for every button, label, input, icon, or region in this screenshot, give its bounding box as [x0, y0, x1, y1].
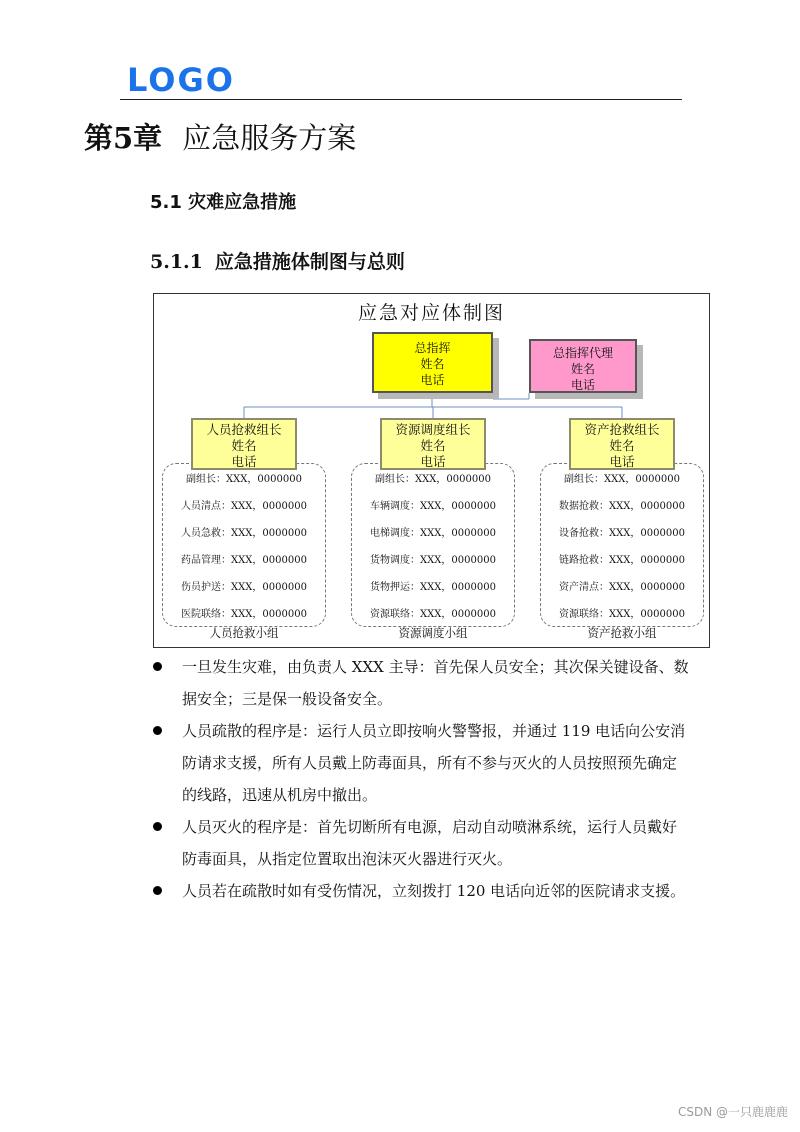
subsection-heading — [150, 249, 405, 275]
leader-phone: 电话 — [231, 454, 257, 469]
member-item: 货物押运：XXX，0000000 — [370, 582, 496, 593]
bullet-text: 一旦发生灾难，由负责人 XXX 主导：首先保人员安全；其次保关键设备、数据安全；三是保一般设备安全。 — [182, 658, 689, 708]
member-item: 副组长：XXX，0000000 — [375, 474, 491, 485]
bullet-item — [150, 715, 690, 811]
member-item: 资源联络：XXX，0000000 — [559, 609, 685, 620]
member-item: 设备抢救：XXX，0000000 — [559, 528, 685, 539]
deputy-role: 总指挥代理 — [552, 346, 613, 360]
commander-role: 总指挥 — [414, 341, 451, 355]
team-leader-box — [569, 418, 675, 470]
member-item: 人员清点：XXX，0000000 — [181, 501, 307, 512]
commander-phone: 电话 — [420, 373, 445, 387]
leader-phone: 电话 — [609, 454, 635, 469]
team-member-list — [540, 472, 704, 634]
subsection-title: 应急措施体制图与总则 — [214, 251, 405, 273]
member-item: 副组长：XXX，0000000 — [564, 474, 680, 485]
member-item: 车辆调度：XXX，0000000 — [370, 501, 496, 512]
member-item: 资源联络：XXX，0000000 — [370, 609, 496, 620]
team-member-list — [162, 472, 326, 634]
bullet-list — [150, 651, 690, 907]
bullet-item — [150, 651, 690, 715]
header-rule — [120, 99, 682, 100]
leader-role: 资源调度组长 — [395, 422, 471, 437]
member-item: 药品管理：XXX，0000000 — [181, 555, 307, 566]
section-heading: 5.1 灾难应急措施 — [150, 192, 297, 213]
member-item: 人员急救：XXX，0000000 — [181, 528, 307, 539]
bullet-item — [150, 811, 690, 875]
member-item: 电梯调度：XXX，0000000 — [370, 528, 496, 539]
chapter-heading — [84, 118, 356, 158]
logo: LOGO — [127, 61, 235, 99]
leader-role: 资产抢救组长 — [584, 422, 660, 437]
leader-name: 姓名 — [420, 438, 446, 453]
team-group-label: 人员抢救小组 — [209, 626, 279, 640]
org-chart-diagram — [153, 293, 710, 648]
team-member-list — [351, 472, 515, 634]
subsection-number: 5.1.1 — [150, 251, 203, 273]
chapter-number: 第5章 — [84, 121, 163, 155]
bullet-text: 人员若在疏散时如有受伤情况，立刻拨打 120 电话向近邻的医院请求支援。 — [182, 882, 686, 900]
team-leader-box — [191, 418, 297, 470]
bullet-dot-icon — [153, 822, 162, 831]
member-item: 链路抢救：XXX，0000000 — [559, 555, 685, 566]
bullet-dot-icon — [153, 662, 162, 671]
member-item: 货物调度：XXX，0000000 — [370, 555, 496, 566]
leader-name: 姓名 — [609, 438, 635, 453]
member-item: 数据抢救：XXX，0000000 — [559, 501, 685, 512]
bullet-text: 人员疏散的程序是：运行人员立即按响火警警报，并通过 119 电话向公安消防请求支援，所有人员戴上防毒面具，所有不参与灭火的人员按照预先确定的线路，迅速从机房中撤出。 — [182, 722, 686, 804]
diagram-title: 应急对应体制图 — [357, 302, 505, 324]
commander-box — [372, 332, 493, 393]
commander-name: 姓名 — [420, 357, 445, 371]
member-item: 医院联络：XXX，0000000 — [181, 609, 307, 620]
chapter-title: 应急服务方案 — [182, 121, 357, 155]
member-item: 资产清点：XXX，0000000 — [559, 582, 685, 593]
deputy-phone: 电话 — [570, 378, 595, 392]
watermark: CSDN @一只鹿鹿鹿 — [677, 1105, 788, 1119]
member-item: 伤员护送：XXX，0000000 — [181, 582, 307, 593]
bullet-item — [150, 875, 690, 907]
leader-name: 姓名 — [231, 438, 257, 453]
member-item: 副组长：XXX，0000000 — [186, 474, 302, 485]
team-leader-box — [380, 418, 486, 470]
bullet-dot-icon — [153, 726, 162, 735]
team-group-label: 资产抢救小组 — [587, 626, 657, 640]
team-group-label: 资源调度小组 — [398, 626, 468, 640]
deputy-commander-box — [529, 339, 637, 393]
deputy-name: 姓名 — [570, 362, 595, 376]
leader-phone: 电话 — [420, 454, 446, 469]
bullet-dot-icon — [153, 886, 162, 895]
bullet-text: 人员灭火的程序是：首先切断所有电源，启动自动喷淋系统，运行人员戴好防毒面具，从指定位置取出泡沫灭火器进行灭火。 — [182, 818, 678, 868]
leader-role: 人员抢救组长 — [206, 422, 282, 437]
